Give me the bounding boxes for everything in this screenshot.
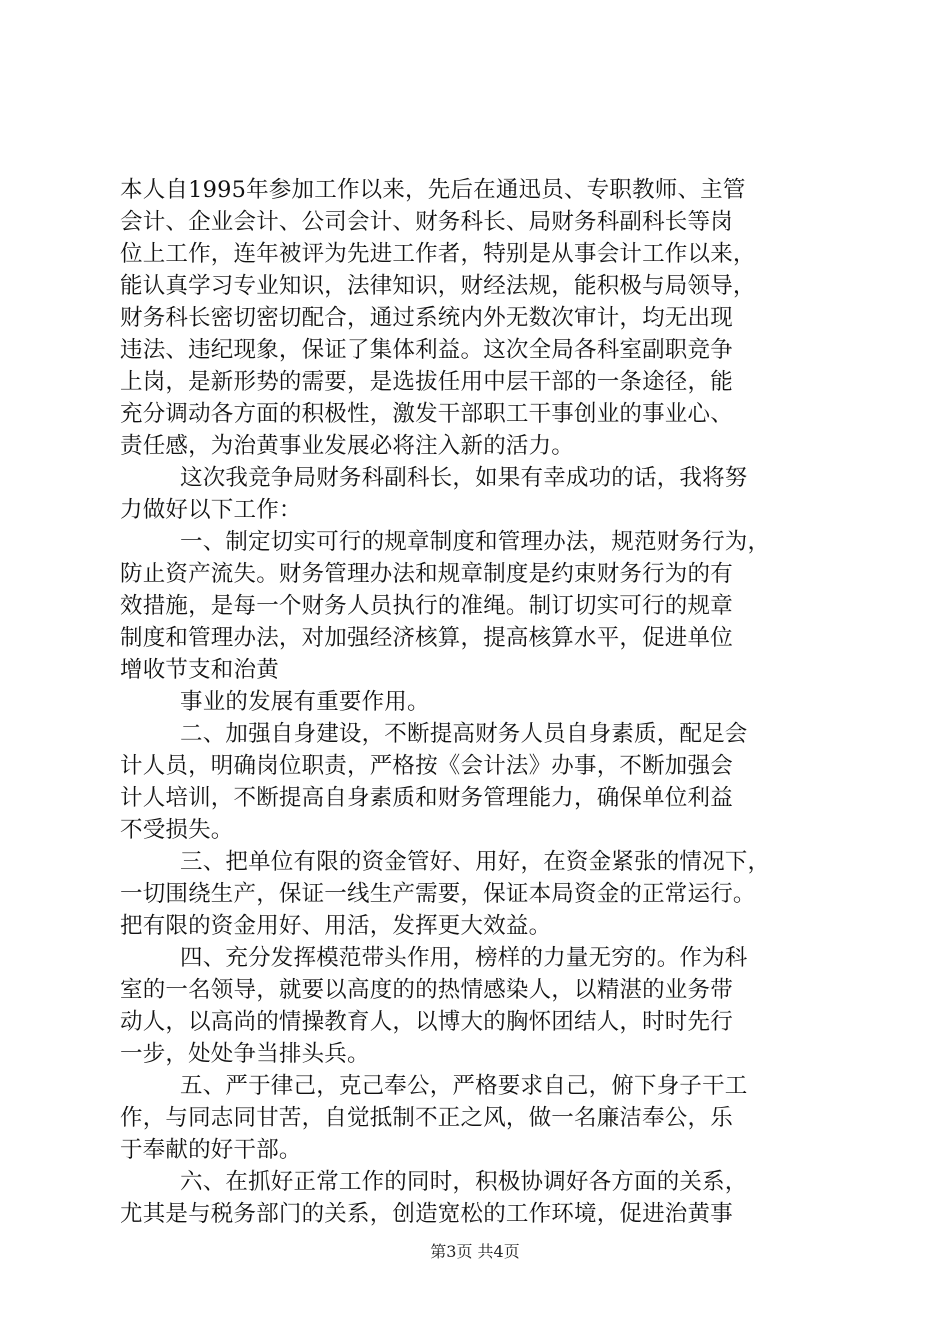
body-text-line: 不受损失。 bbox=[120, 817, 234, 843]
body-text-line: 违法、违纪现象，保证了集体利益。这次全局各科室副职竞争 bbox=[120, 337, 733, 363]
body-text-line: 财务科长密切密切配合，通过系统内外无数次审计，均无出现 bbox=[120, 305, 733, 331]
body-text-line: 力做好以下工作： bbox=[120, 497, 302, 523]
body-text-line: 会计、企业会计、公司会计、财务科长、局财务科副科长等岗 bbox=[120, 209, 733, 235]
body-text-line: 责任感，为治黄事业发展必将注入新的活力。 bbox=[120, 433, 575, 459]
body-text-line: 室的一名领导，就要以高度的的热情感染人，以精湛的业务带 bbox=[120, 977, 733, 1003]
body-text-line: 五、严于律己，克己奉公，严格要求自己，俯下身子干工 bbox=[180, 1073, 748, 1099]
body-text-line: 四、充分发挥模范带头作用，榜样的力量无穷的。作为科 bbox=[180, 945, 748, 971]
body-text-line: 上岗，是新形势的需要，是选拔任用中层干部的一条途径，能 bbox=[120, 369, 733, 395]
body-text-line: 一切围绕生产，保证一线生产需要，保证本局资金的正常运行。 bbox=[120, 881, 756, 907]
body-text-line: 一、制定切实可行的规章制度和管理办法，规范财务行为， bbox=[180, 529, 771, 555]
body-text-line: 尤其是与税务部门的关系，创造宽松的工作环境，促进治黄事 bbox=[120, 1201, 733, 1227]
body-text-line: 事业的发展有重要作用。 bbox=[180, 689, 430, 715]
body-text-line: 制度和管理办法，对加强经济核算，提高核算水平，促进单位 bbox=[120, 625, 733, 651]
body-text-line: 位上工作，连年被评为先进工作者，特别是从事会计工作以来， bbox=[120, 241, 756, 267]
body-text-line: 计人培训，不断提高自身素质和财务管理能力，确保单位利益 bbox=[120, 785, 733, 811]
body-text-line: 六、在抓好正常工作的同时，积极协调好各方面的关系， bbox=[180, 1169, 748, 1195]
body-text-line: 防止资产流失。财务管理办法和规章制度是约束财务行为的有 bbox=[120, 561, 733, 587]
page-number-footer: 第3页 共4页 bbox=[430, 1242, 520, 1261]
body-text-line: 效措施，是每一个财务人员执行的准绳。制订切实可行的规章 bbox=[120, 593, 733, 619]
body-text-line: 三、把单位有限的资金管好、用好，在资金紧张的情况下， bbox=[180, 849, 771, 875]
body-text-line: 能认真学习专业知识，法律知识，财经法规，能积极与局领导， bbox=[120, 273, 756, 299]
body-text-line: 本人自1995年参加工作以来，先后在通迅员、专职教师、主管 bbox=[120, 177, 746, 203]
body-text-line: 作，与同志同甘苦，自觉抵制不正之风，做一名廉洁奉公，乐 bbox=[120, 1105, 733, 1131]
body-text-line: 一步，处处争当排头兵。 bbox=[120, 1041, 370, 1067]
body-text-line: 二、加强自身建设，不断提高财务人员自身素质，配足会 bbox=[180, 721, 748, 747]
body-text-line: 于奉献的好干部。 bbox=[120, 1137, 302, 1163]
body-text-line: 充分调动各方面的积极性，激发干部职工干事创业的事业心、 bbox=[120, 401, 733, 427]
body-text-line: 动人，以高尚的情操教育人，以博大的胸怀团结人，时时先行 bbox=[120, 1009, 733, 1035]
body-text-line: 增收节支和治黄 bbox=[120, 657, 279, 683]
body-text-line: 计人员，明确岗位职责，严格按《会计法》办事，不断加强会 bbox=[120, 753, 733, 779]
body-text-line: 这次我竞争局财务科副科长，如果有幸成功的话，我将努 bbox=[180, 465, 748, 491]
body-text-line: 把有限的资金用好、用活，发挥更大效益。 bbox=[120, 913, 552, 939]
